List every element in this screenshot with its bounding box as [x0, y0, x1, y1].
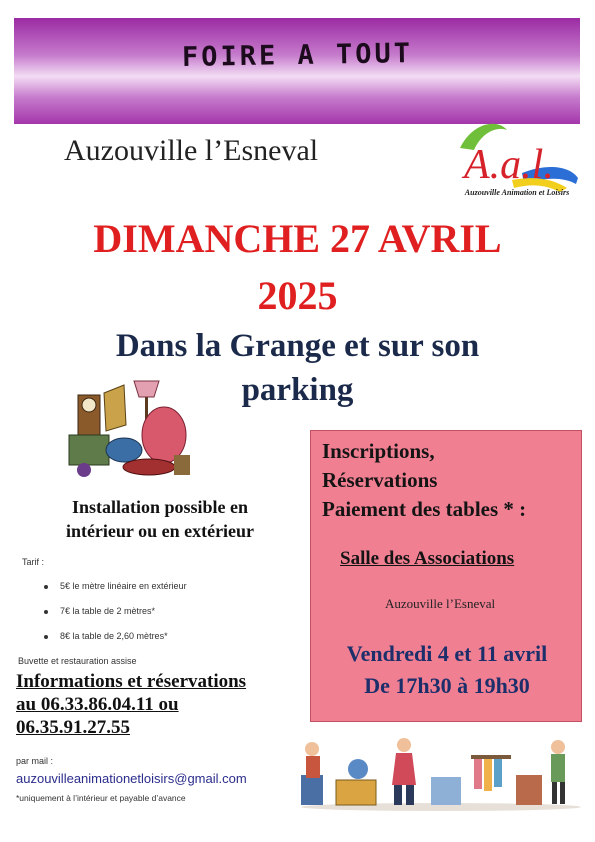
pot-shape	[106, 438, 142, 462]
footnote: *uniquement à l’intérieur et payable d’avance	[16, 793, 186, 803]
event-date-line2: 2025	[257, 273, 338, 318]
inscriptions-heading	[322, 437, 526, 524]
tarif-item: 5€ le mètre linéaire en extérieur	[44, 581, 187, 591]
brocante-illustration	[64, 375, 194, 480]
tarif-item: 7€ la table de 2 mètres*	[44, 606, 155, 616]
event-place-line1: Dans la Grange et sur son	[115, 328, 480, 364]
logo-caption: Auzouville Animation et Loisirs	[464, 188, 570, 197]
buvette-text: Buvette et restauration assise	[18, 656, 137, 666]
bullet-icon	[44, 585, 48, 589]
bullet-icon	[44, 610, 48, 614]
banner-title: FOIRE A TOUT	[181, 37, 414, 74]
globe-shape	[348, 759, 368, 779]
event-place-line2: parking	[241, 372, 354, 408]
installation-line1: Installation possible en	[71, 497, 249, 517]
chair-shape	[142, 407, 186, 463]
inscription-days: Vendredi 4 et 11 avril	[346, 641, 548, 666]
bullet-icon	[44, 635, 48, 639]
contact-phone-line2: 06.35.91.27.55	[16, 717, 130, 738]
venue-town: Auzouville l’Esneval	[385, 596, 496, 611]
tarif-label: Tarif :	[22, 557, 45, 567]
installation-line2: intérieur ou en extérieur	[65, 521, 255, 541]
person-head	[305, 742, 319, 756]
lamp-shade	[134, 381, 159, 397]
harp-shape	[104, 385, 126, 431]
inscriptions-line1: Inscriptions,	[322, 439, 435, 463]
town-heading: Auzouville l’Esneval	[64, 134, 319, 167]
person-head	[397, 738, 411, 752]
inscription-hours: De 17h30 à 19h30	[364, 673, 530, 698]
mail-label: par mail :	[16, 756, 54, 766]
event-date-line1: DIMANCHE 27 AVRIL	[93, 216, 502, 261]
crate-shape	[336, 780, 376, 805]
inscriptions-line2: Réservations	[322, 468, 438, 492]
logo-letters: A.a.l.	[464, 142, 554, 188]
flea-market-illustration	[296, 735, 586, 811]
venue-name: Salle des Associations	[340, 548, 515, 569]
contact-email[interactable]: auzouvilleanimationetloisirs@gmail.com	[16, 771, 247, 786]
contact-phone-line1: au 06.33.86.04.11 ou	[16, 694, 179, 715]
inscriptions-line3: Paiement des tables * :	[322, 497, 527, 521]
clothes-rack	[471, 755, 511, 759]
installation-text	[20, 495, 300, 543]
person-head	[551, 740, 565, 754]
contact-title: Informations et réservations	[16, 671, 247, 692]
tarif-item: 8€ la table de 2,60 mètres*	[44, 631, 168, 641]
contact-block	[16, 670, 246, 739]
